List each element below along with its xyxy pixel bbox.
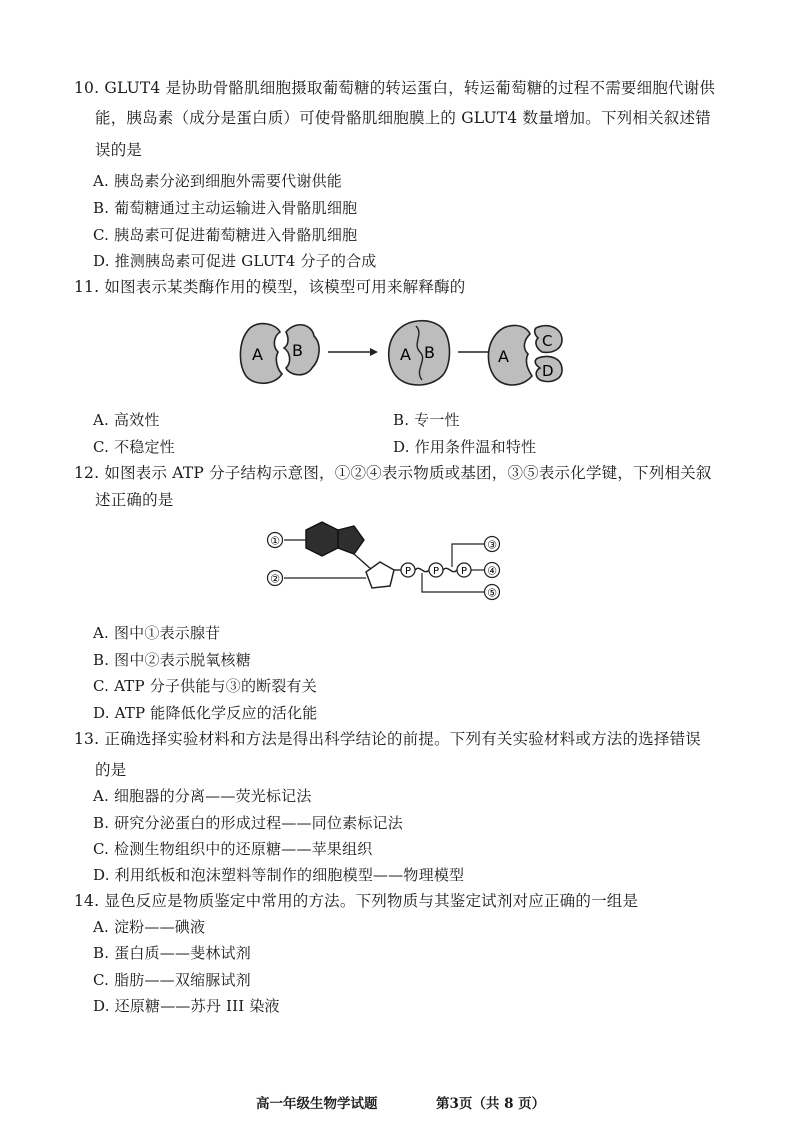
enzyme-stage-3 bbox=[488, 325, 562, 385]
q13-option-a: A. 细胞器的分离——荧光标记法 bbox=[93, 787, 312, 805]
atp-structure-diagram bbox=[262, 518, 512, 606]
footer-subject: 高一年级生物学试题 bbox=[256, 1096, 378, 1112]
label-p-1: P bbox=[404, 566, 412, 577]
q10-stem-line1: 10. GLUT4 是协助骨骼肌细胞摄取葡萄糖的转运蛋白，转运葡萄糖的过程不需要细胞代谢供 bbox=[74, 79, 716, 97]
q12-stem-line1: 12. 如图表示 ATP 分子结构示意图，①②④表示物质或基团，③⑤表示化学键，下列相关叙 bbox=[74, 464, 712, 482]
enzyme-a-shape-3 bbox=[488, 325, 532, 385]
arrow-1 bbox=[328, 348, 378, 356]
label-a-2: A bbox=[400, 345, 411, 364]
q11-option-d: D. 作用条件温和特性 bbox=[393, 438, 537, 456]
q10-option-a: A. 胰岛素分泌到细胞外需要代谢供能 bbox=[93, 172, 342, 190]
q12-stem-line2: 述正确的是 bbox=[95, 491, 174, 509]
footer-page-number: 第3页（共 8 页） bbox=[436, 1096, 546, 1112]
label-a-3: A bbox=[498, 347, 509, 366]
q13-option-b: B. 研究分泌蛋白的形成过程——同位素标记法 bbox=[93, 814, 403, 832]
adenine-base bbox=[306, 522, 364, 556]
q14-option-b: B. 蛋白质——斐林试剂 bbox=[93, 944, 251, 962]
label-circle-2: ② bbox=[270, 572, 280, 586]
enzyme-stage-1 bbox=[240, 324, 319, 384]
q11-option-a: A. 高效性 bbox=[93, 411, 160, 429]
q12-option-c: C. ATP 分子供能与③的断裂有关 bbox=[93, 677, 317, 695]
label-c: C bbox=[542, 332, 553, 350]
q12-option-a: A. 图中①表示腺苷 bbox=[93, 624, 221, 642]
q14-option-a: A. 淀粉——碘液 bbox=[93, 918, 206, 936]
q10-option-c: C. 胰岛素可促进葡萄糖进入骨骼肌细胞 bbox=[93, 226, 358, 244]
label-p-3: P bbox=[460, 566, 468, 577]
q10-option-d: D. 推测胰岛素可促进 GLUT4 分子的合成 bbox=[93, 252, 377, 270]
label-p-2: P bbox=[432, 566, 440, 577]
q11-option-c: C. 不稳定性 bbox=[93, 438, 175, 456]
label-d: D bbox=[542, 362, 554, 380]
label-circle-3: ③ bbox=[487, 538, 497, 552]
label-circle-4: ④ bbox=[487, 564, 497, 578]
q10-option-b: B. 葡萄糖通过主动运输进入骨骼肌细胞 bbox=[93, 199, 358, 217]
q14-option-c: C. 脂肪——双缩脲试剂 bbox=[93, 971, 251, 989]
q13-option-c: C. 检测生物组织中的还原糖——苹果组织 bbox=[93, 840, 373, 858]
q11-option-b: B. 专一性 bbox=[393, 411, 460, 429]
q14-stem: 14. 显色反应是物质鉴定中常用的方法。下列物质与其鉴定试剂对应正确的一组是 bbox=[74, 892, 639, 910]
label-b-2: B bbox=[424, 343, 435, 362]
q10-stem-line2: 能，胰岛素（成分是蛋白质）可使骨骼肌细胞膜上的 GLUT4 数量增加。下列相关叙述错 bbox=[95, 109, 711, 127]
q12-option-b: B. 图中②表示脱氧核糖 bbox=[93, 651, 251, 669]
enzyme-model-diagram bbox=[236, 318, 566, 390]
q13-option-d: D. 利用纸板和泡沫塑料等制作的细胞模型——物理模型 bbox=[93, 866, 465, 884]
adenine-hexagon bbox=[306, 522, 338, 556]
label-circle-1: ① bbox=[270, 534, 280, 548]
adenine-pentagon bbox=[338, 526, 364, 554]
q14-option-d: D. 还原糖——苏丹 III 染液 bbox=[93, 997, 280, 1015]
q11-stem: 11. 如图表示某类酶作用的模型，该模型可用来解释酶的 bbox=[74, 278, 466, 296]
label-a-1: A bbox=[252, 345, 263, 364]
q13-stem-line2: 的是 bbox=[95, 761, 127, 779]
label-b-1: B bbox=[292, 341, 303, 360]
label-circle-5: ⑤ bbox=[487, 586, 497, 600]
q13-stem-line1: 13. 正确选择实验材料和方法是得出科学结论的前提。下列有关实验材料或方法的选择错误 bbox=[74, 730, 701, 748]
q10-stem-line3: 误的是 bbox=[95, 141, 143, 159]
ribose-sugar bbox=[366, 562, 394, 588]
enzyme-stage-2 bbox=[389, 321, 450, 385]
q12-option-d: D. ATP 能降低化学反应的活化能 bbox=[93, 704, 318, 722]
